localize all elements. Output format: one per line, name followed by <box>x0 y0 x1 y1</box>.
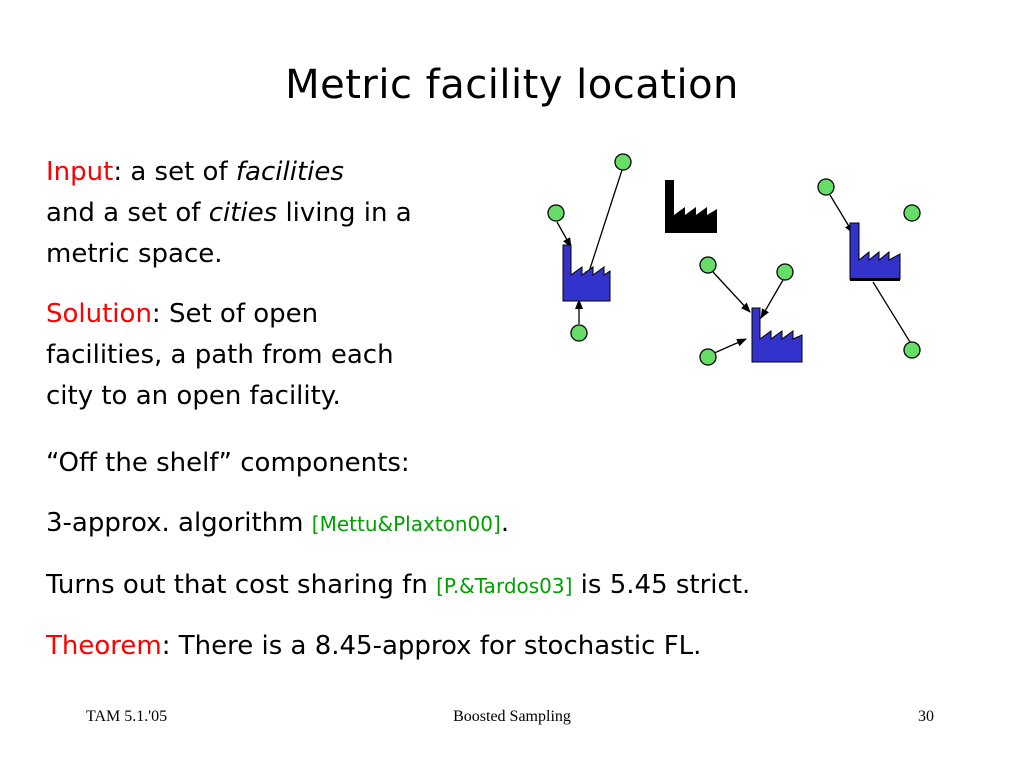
footer-title: Boosted Sampling <box>453 708 571 725</box>
city-node-icon <box>777 264 793 280</box>
approx-text: 3-approx. algorithm <box>46 508 312 538</box>
edge <box>761 280 783 318</box>
input-text-2: and a set of <box>46 198 209 228</box>
input-text-1: : a set of <box>113 157 236 187</box>
cost-sharing-end: is 5.45 strict. <box>572 570 751 600</box>
factory-icon <box>665 180 717 233</box>
city-node-icon <box>904 205 920 221</box>
city-node-icon <box>571 325 587 341</box>
solution-text-1: : Set of open <box>151 299 319 329</box>
theorem-text: : There is a 8.45-approx for stochastic FL. <box>161 631 702 661</box>
city-node-icon <box>904 342 920 358</box>
input-text-3: living in a <box>277 198 412 228</box>
city-node-icon <box>548 205 564 221</box>
edge <box>586 170 622 281</box>
city-node-icon <box>700 257 716 273</box>
edge <box>873 282 910 342</box>
factory-icon <box>563 245 610 301</box>
cities-term: cities <box>208 198 278 228</box>
solution-line-2: facilities, a path from each <box>46 340 394 370</box>
theorem-label: Theorem <box>46 631 162 661</box>
mettu-plaxton-reference: [Mettu&Plaxton00] <box>311 512 501 536</box>
page-number: 30 <box>918 708 934 725</box>
solution-line-3: city to an open facility. <box>46 381 341 411</box>
approx-end: . <box>500 508 510 538</box>
solution-label: Solution <box>46 299 152 329</box>
factory-icon <box>752 308 802 362</box>
footer-date: TAM 5.1.'05 <box>86 708 168 725</box>
p-tardos-reference: [P.&Tardos03] <box>436 574 573 598</box>
edge <box>712 339 746 354</box>
factory-icon <box>850 223 900 281</box>
edge <box>713 272 750 312</box>
facilities-term: facilities <box>235 157 344 187</box>
city-node-icon <box>700 349 716 365</box>
components-line: “Off the shelf” components: <box>46 448 410 478</box>
city-node-icon <box>615 154 631 170</box>
slide-title: Metric facility location <box>285 62 739 108</box>
input-label: Input <box>46 157 114 187</box>
input-line-3: metric space. <box>46 239 223 269</box>
cost-sharing-text: Turns out that cost sharing fn <box>46 570 437 600</box>
edge <box>557 222 571 247</box>
city-node-icon <box>818 179 834 195</box>
